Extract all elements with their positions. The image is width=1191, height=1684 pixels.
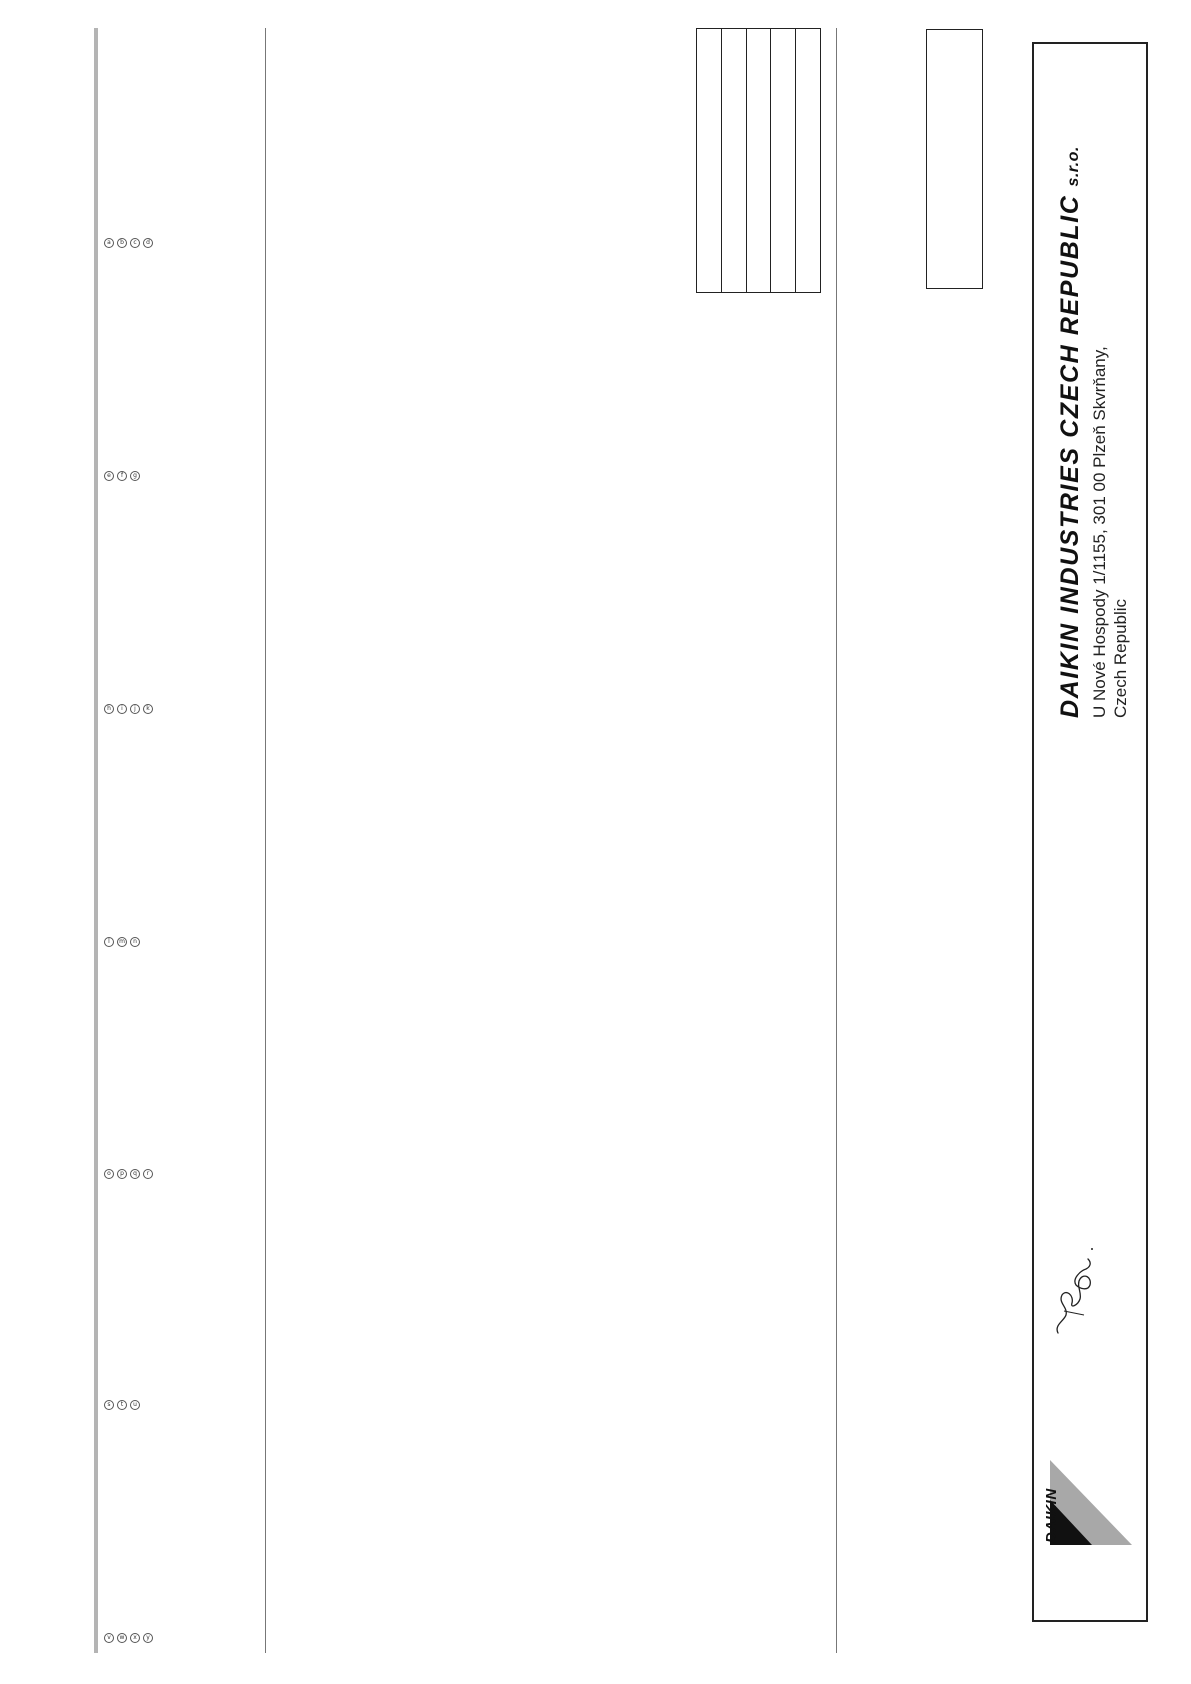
signature-icon xyxy=(1050,1245,1100,1345)
marker-glyph: y xyxy=(143,1633,153,1643)
blank-field-box xyxy=(926,29,983,289)
table-column xyxy=(771,29,796,292)
marker-glyph: o xyxy=(104,1169,114,1179)
marker-glyph: v xyxy=(104,1633,114,1643)
marker-glyph: e xyxy=(104,471,114,481)
marker-glyph: t xyxy=(117,1400,127,1410)
marker-glyph: g xyxy=(130,471,140,481)
marker-glyph: b xyxy=(117,238,127,248)
marker-glyph: n xyxy=(130,937,140,947)
table-column xyxy=(796,29,820,292)
marker-group-7 xyxy=(104,1631,164,1645)
marker-glyph: l xyxy=(104,937,114,947)
company-suffix: s.r.o. xyxy=(1065,146,1082,187)
marker-glyph: k xyxy=(143,704,153,714)
marker-group-6 xyxy=(104,1398,164,1412)
company-name xyxy=(1055,18,1089,718)
marker-glyph: s xyxy=(104,1400,114,1410)
column-divider-left xyxy=(265,28,266,1653)
marker-glyph: x xyxy=(130,1633,140,1643)
marker-group-1 xyxy=(104,236,164,250)
marker-glyph: p xyxy=(117,1169,127,1179)
marker-glyph: j xyxy=(130,704,140,714)
table-column xyxy=(722,29,747,292)
logo-wordmark: DAIKIN xyxy=(1043,1488,1060,1543)
marker-glyph: m xyxy=(117,937,127,947)
marker-group-4 xyxy=(104,935,164,949)
marker-glyph: i xyxy=(117,704,127,714)
marker-group-2 xyxy=(104,469,164,483)
company-info-block xyxy=(1055,18,1175,718)
address-line-2: Czech Republic xyxy=(1111,598,1130,718)
company-name-text: DAIKIN INDUSTRIES CZECH REPUBLIC xyxy=(1056,194,1084,718)
marker-glyph: h xyxy=(104,704,114,714)
marker-glyph: d xyxy=(143,238,153,248)
table-column xyxy=(697,29,722,292)
address-line-1: U Nové Hospody 1/1155, 301 00 Plzeň Skvrňany, xyxy=(1090,346,1109,718)
marker-glyph: r xyxy=(143,1169,153,1179)
left-margin-bar xyxy=(94,28,98,1653)
marker-group-5 xyxy=(104,1167,164,1181)
column-divider-right xyxy=(836,28,837,1653)
marker-glyph: f xyxy=(117,471,127,481)
column-table xyxy=(696,28,821,293)
marker-glyph: w xyxy=(117,1633,127,1643)
marker-glyph: q xyxy=(130,1169,140,1179)
marker-glyph: a xyxy=(104,238,114,248)
marker-group-3 xyxy=(104,702,164,716)
marker-glyph: c xyxy=(130,238,140,248)
marker-glyph: u xyxy=(130,1400,140,1410)
table-column xyxy=(747,29,772,292)
